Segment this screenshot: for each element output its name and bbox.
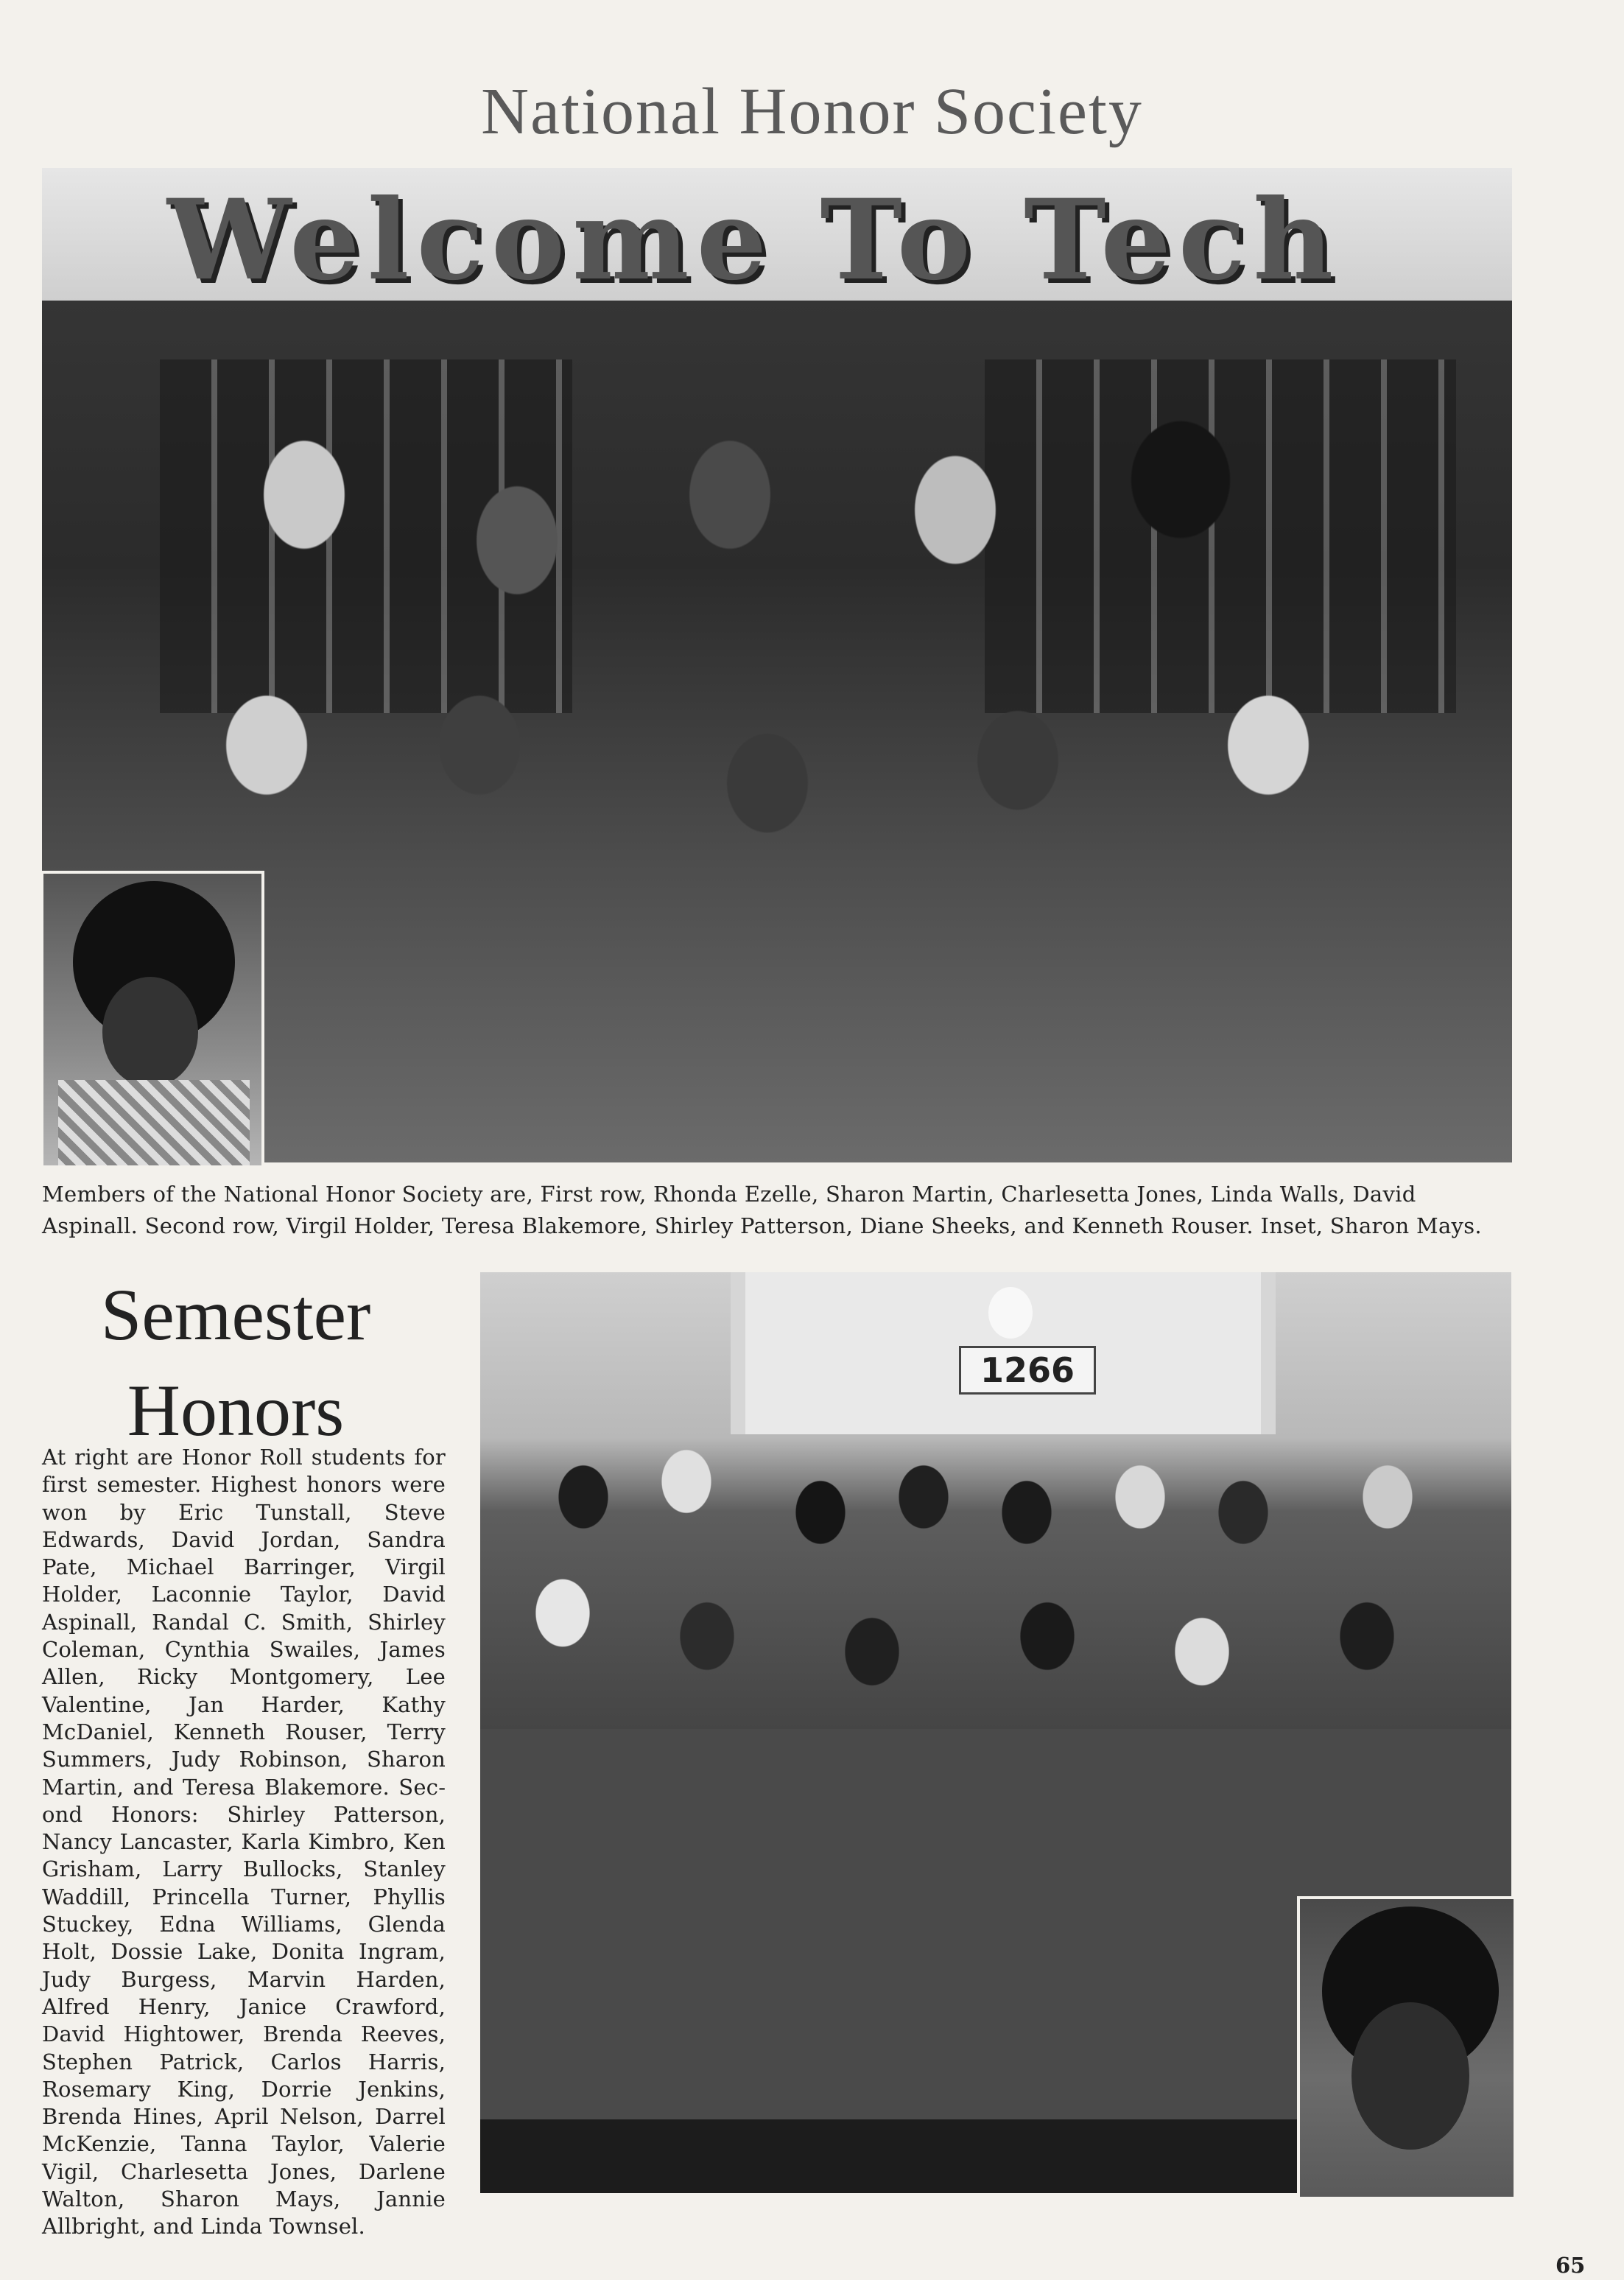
inset-face-2 [1351, 2002, 1469, 2150]
section-title-line2: Honors [127, 1369, 345, 1451]
welcome-banner [42, 168, 1512, 305]
page-number: 65 [1556, 2253, 1586, 2278]
section-title-line1: Semester [100, 1274, 371, 1355]
page-title: National Honor Society [481, 75, 1143, 148]
inset-collar [58, 1080, 250, 1168]
address-number: 1266 [959, 1346, 1096, 1395]
nhs-caption: Members of the National Honor Society are, First row, Rhonda Ezelle, Sharon Martin, Charlesetta Jones, Linda Walls, David Aspinall. Second row, Virgil Holder, Teresa Blakemore, Shirley Patterson, Diane Sheeks, and Kenneth Rouser. Inset, Sharon Mays. [42, 1182, 1482, 1238]
porch-light [988, 1287, 1033, 1339]
inset-portrait-student [1297, 1896, 1516, 2200]
students-group [204, 404, 1456, 1162]
inset-face [102, 977, 198, 1087]
inset-portrait-sharon-mays [41, 871, 264, 1168]
banner-text: Welcome To Tech [167, 175, 1341, 305]
semester-honors-text: At right are Honor Roll students for first semester. Highest honors were won by Eric Tunstall, Steve Edwards, David Jordan, Sandra Pate, Michael Barringer, Virgil Holder, Laconnie Taylor, David Aspinall, Randal C. Smith, Shirley Coleman, Cynthia Swailes, James Allen, Ricky Montgomery, Lee Valentine, Jan Harder, Kathy McDaniel, Kenneth Rouser, Terry Summers, Judy Robinson, Sharon Martin, and Teresa Blakemore. Second Honors: Shirley Patterson, Nancy Lancaster, Karla Kimbro, Ken Grisham, Larry Bullocks, Stanley Waddill, Princella Turner, Phyllis Stuckey, Edna Williams, Glenda Holt, Dossie Lake, Donita Ingram, Judy Burgess, Marvin Harden, Alfred Henry, Janice Crawford, David Hightower, Brenda Reeves, Stephen Patrick, Carlos Harris, Rosemary King, Dorrie Jenkins, Brenda Hines, April Nelson, Darrel McKenzie, Tanna Taylor, Valerie Vigil, Charlesetta Jones, Darlene Walton, Sharon Mays, Jannie Allbright, and Linda Townsel. [42, 1445, 446, 2239]
section-title [44, 1267, 427, 1459]
